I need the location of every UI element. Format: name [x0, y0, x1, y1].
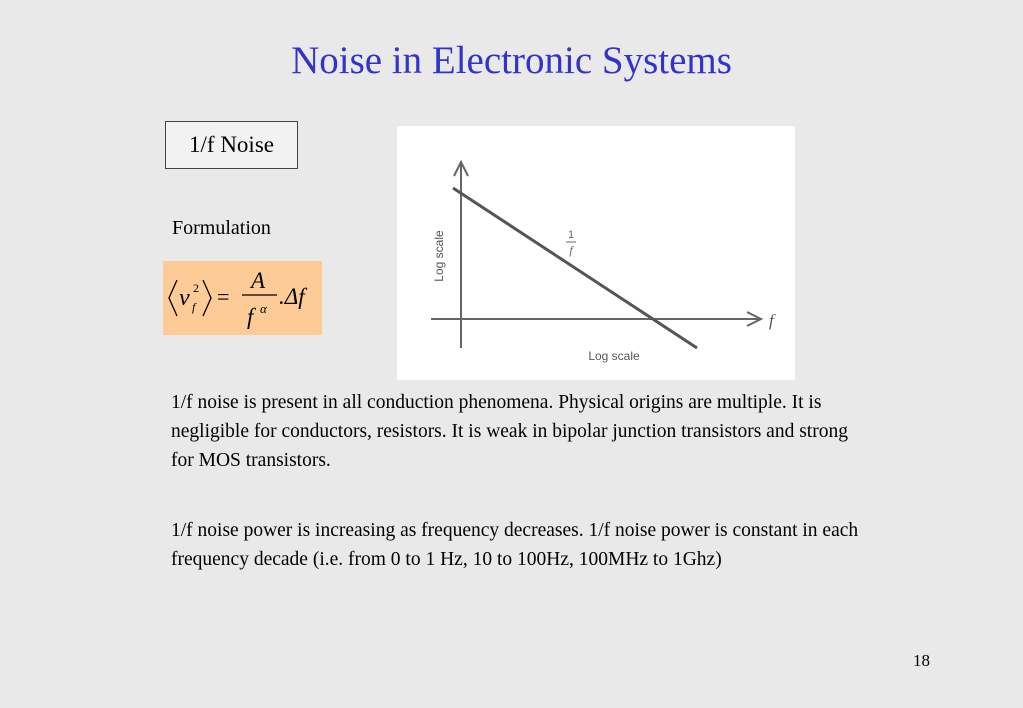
line-label-denominator: f: [569, 243, 573, 257]
slide-title: Noise in Electronic Systems: [291, 39, 732, 82]
x-axis-symbol: f: [769, 311, 774, 330]
paragraph-power: 1/f noise power is increasing as frequency decreases. 1/f noise power is constant in each frequency decade (i.e. from 0 to 1 Hz, 10 to 100Hz, 100MHz to 1Ghz): [171, 520, 859, 570]
paragraph-origins: 1/f noise is present in all conduction phenomena. Physical origins are multiple. It is negligible for conductors, resistors. It is weak in bipolar junction transistors and strong for MOS transistors.: [171, 392, 848, 471]
one-over-f-line: [453, 188, 697, 348]
one-over-f-graph: [397, 126, 795, 380]
formula-exponent: α: [260, 301, 267, 316]
formula-numerator: A: [251, 268, 266, 293]
right-angle-bracket: [203, 280, 211, 316]
x-axis-label: Log scale: [588, 349, 640, 363]
page-number: 18: [913, 651, 930, 670]
formula-denominator: f: [247, 304, 254, 329]
formula-subscript: f: [192, 300, 196, 314]
left-angle-bracket: [169, 280, 177, 316]
formulation-label: Formulation: [172, 217, 271, 239]
formula-equals: =: [217, 284, 230, 309]
section-label-box: 1/f Noise: [165, 121, 298, 169]
formula-v: v: [179, 285, 190, 311]
y-axis-label: Log scale: [432, 230, 446, 282]
formula-superscript: 2: [193, 281, 199, 295]
formula-delta-f: .Δf: [279, 284, 305, 309]
line-label-numerator: 1: [567, 229, 575, 241]
noise-formula: [163, 261, 322, 335]
